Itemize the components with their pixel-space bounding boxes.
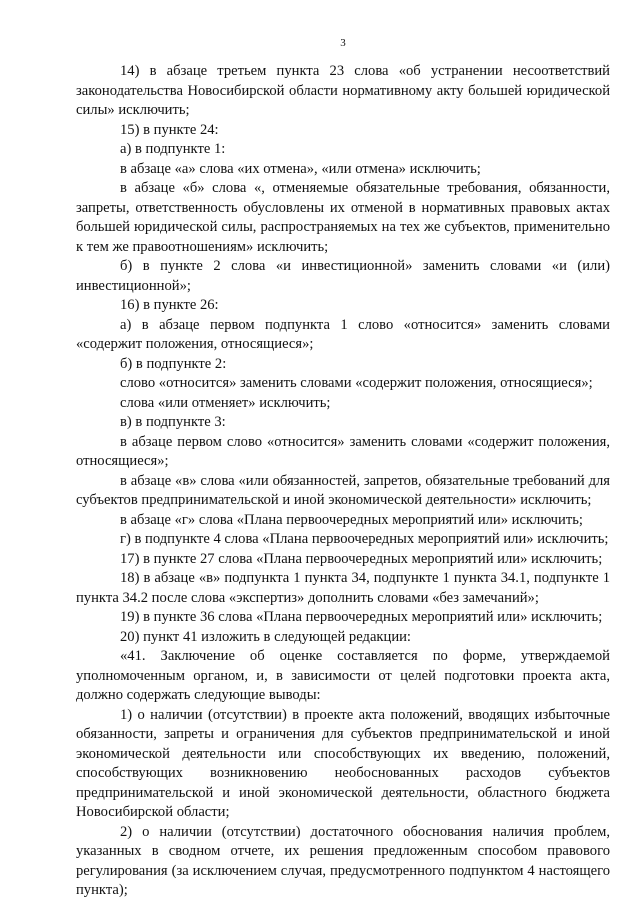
paragraph: г) в подпункте 4 слова «Плана первоочередных мероприятий или» исключить; [120, 531, 609, 547]
paragraph: в абзаце первом слово «относится» заменить словами «содержит положения, относящиеся»; [76, 433, 610, 469]
page-number: 3 [340, 37, 346, 49]
paragraph: в абзаце «г» слова «Плана первоочередных мероприятий или» исключить; [120, 511, 583, 528]
paragraph: б) в подпункте 2: [120, 355, 227, 372]
paragraph: 1) о наличии (отсутствии) в проекте акта положений, вводящих избыточные обязанности, запреты и ограничения для субъектов предпринимательской и иной экономической деятельности или способствующих их введению, положений, способствующих возникновению необоснованных расходов субъектов предпринимательской и иной экономической деятельности, областного бюджета Новосибирской области; [76, 706, 610, 820]
paragraph: 18) в абзаце «в» подпункта 1 пункта 34, подпункте 1 пункта 34.1, подпункте 1 пункта 34.2 после слова «экспертиз» дополнить словами «без замечаний»; [76, 570, 610, 606]
paragraph: 14) в абзаце третьем пункта 23 слова «об устранении несоответствий законодательства Новосибирской области нормативному акту большей юридической силы» исключить; [76, 63, 610, 118]
paragraph: в абзаце «б» слова «, отменяемые обязательные требования, обязанности, запреты, ответственность обусловлены их отменой в нормативных правовых актах большей юридической силы, распространяемых на тех же субъектов, применительно к тем же правоотношениям» исключить; [76, 180, 610, 255]
paragraph: в) в подпункте 3: [120, 414, 226, 430]
paragraph: «41. Заключение об оценке составляется по форме, утверждаемой уполномоченным органом, и, в зависимости от целей подготовки проекта акта, должно содержать следующие выводы: [76, 648, 610, 703]
paragraph: 17) в пункте 27 слова «Плана первоочередных мероприятий или» исключить; [120, 550, 603, 567]
paragraph: б) в пункте 2 слова «и инвестиционной» заменить словами «и (или) инвестиционной»; [76, 258, 610, 294]
paragraph: 19) в пункте 36 слова «Плана первоочередных мероприятий или» исключить; [120, 609, 603, 625]
paragraph: в абзаце «а» слова «их отмена», «или отмена» исключить; [120, 160, 481, 177]
paragraph: слова «или отменяет» исключить; [120, 394, 331, 411]
paragraph: 15) в пункте 24: [120, 121, 219, 138]
paragraph: 20) пункт 41 изложить в следующей редакции: [120, 628, 411, 645]
paragraph: в абзаце «в» слова «или обязанностей, запретов, обязательные требований для субъектов предпринимательской и иной экономической деятельности» исключить; [76, 472, 610, 508]
paragraph: а) в абзаце первом подпункта 1 слово «относится» заменить словами «содержит положения, относящиеся»; [76, 316, 610, 352]
paragraph: слово «относится» заменить словами «содержит положения, относящиеся»; [120, 375, 593, 391]
paragraph: 2) о наличии (отсутствии) достаточного обоснования наличия проблем, указанных в сводном отчете, их решения предложенным способом правового регулирования (за исключением случая, предусмотренного подпунктом 4 настоящего пункта); [76, 823, 610, 898]
paragraph: а) в подпункте 1: [120, 141, 226, 157]
paragraph: 16) в пункте 26: [120, 297, 219, 313]
